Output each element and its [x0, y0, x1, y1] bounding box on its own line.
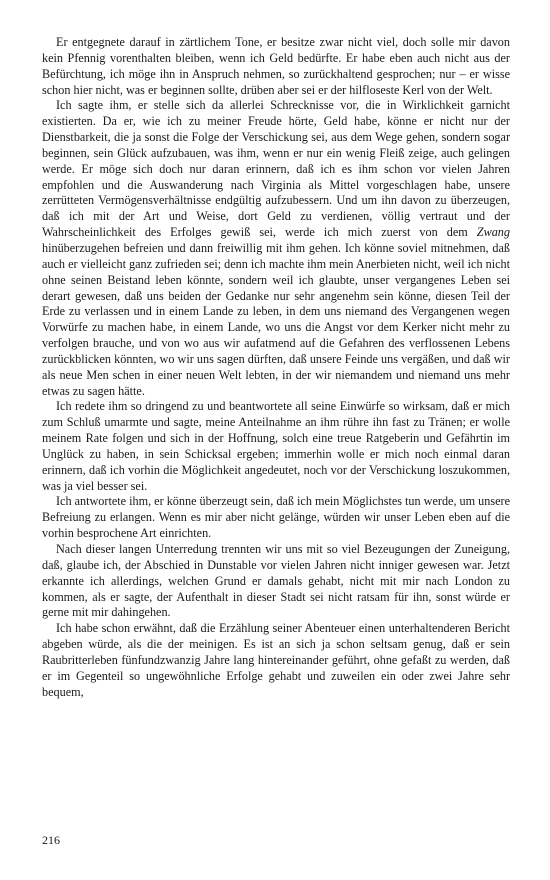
paragraph-1: Er entgegnete darauf in zärtlichem Tone, er besitze zwar nicht viel, doch solle mir davon kein Pfennig vorenthalten bleiben, wenn ich Geld bedürfte. Er habe eben auch nicht aus der Befürchtung, ich möge ihn in Anspruch nehmen, so zurückhaltend gesprochen; nur – er wisse schon hier nicht, was er beginnen sollte, drüben aber sei er der hilfloseste Kerl von der Welt.: [42, 35, 510, 97]
paragraph-2: [42, 98, 510, 399]
paragraph-5: Nach dieser langen Unterredung trennten wir uns mit so viel Bezeugungen der Zuneigung, daß, glaube ich, der Abschied in Dunstable vor vielen Jahren nicht inniger gewesen war. Jetzt erkannte ich allerdings, welchen Grund er damals gehabt, nicht mit mir nach London zu kommen, als er sagte, der Aufenthalt in dieser Stadt sei nicht ratsam für ihn, sonst würde er gerne mit mir dahingehen.: [42, 542, 510, 620]
page-body-text: [42, 35, 510, 700]
paragraph-2-part-2: hinüberzugehen befreien und dann freiwillig mit ihm gehen. Ich könne soviel mitnehmen, daß auch er vielleicht ganz zufrieden sei; denn ich machte ihm mein Anerbieten nicht, weil ich nicht ohne seinen Beistand leben könnte, sondern weil ich glaubte, unser vergangenes Leben sei derart gewesen, daß uns beiden der Gedanke nur sehr angenehm sein könne, diesen Teil der Erde zu verlassen und in einem Lande zu leben, in dem uns niemand des Vergangenen wegen Vorwürfe zu machen habe, in einem Lande, wo uns die Angst vor dem Kerker nicht mehr zu verfolgen brauche, und von wo aus wir aufatmend auf die Gefahren des verflossenen Lebens zurückblicken könnten, wo wir uns sagen dürften, daß unsere Feinde uns vergäßen, und daß wir als neue Men schen in einer neuen Welt lebten, in der wir niemandem und niemand uns mehr etwas zu sagen hätte.: [42, 240, 510, 398]
paragraph-6: Ich habe schon erwähnt, daß die Erzählung seiner Abenteuer einen unterhaltenderen Bericht abgeben würde, als die der meinigen. Es ist an sich ja schon seltsam genug, daß er sein Raubritterleben fünfundzwanzig Jahre lang hintereinander geführt, ohne gefaßt zu werden, daß er im Gegenteil so ungewöhnliche Erfolge gehabt und zuweilen ein oder zwei Jahre sehr bequem,: [42, 621, 510, 699]
page-number: 216: [42, 833, 60, 847]
paragraph-4: Ich antwortete ihm, er könne überzeugt sein, daß ich mein Möglichstes tun werde, um unsere Befreiung zu erlangen. Wenn es mir aber nicht gelänge, würden wir unser Leben eben auf die vorhin besprochene Art einrichten.: [42, 494, 510, 541]
paragraph-2-part-1: Ich sagte ihm, er stelle sich da allerlei Schrecknisse vor, die in Wirklichkeit garnicht existierten. Da er, wie ich zu meiner Freude hörte, Geld habe, könne er nicht nur der Dienstbarkeit, die ja sonst die Folge der Verschickung sei, aus dem Wege gehen, sondern sogar beginnen, sein Glück aufzubauen, was ihm, wenn er nur ein wenig Fleiß zeige, auch gelingen werde. Er möge sich doch nur daran erinnern, daß ich es ihm schon vor vielen Jahren empfohlen und die Auswanderung nach Virginia als Mittel vorgeschlagen habe, unsere zerrütteten Vermögensverhältnisse endgültig aufzubessern. Und um ihn davon zu überzeugen, daß ich mit der Art und Weise, dort Geld zu verdienen, völlig vertraut und der Wahrscheinlichkeit des Erfolges gewiß sei, werde ich mich zuerst von dem: [42, 98, 510, 240]
paragraph-3: Ich redete ihm so dringend zu und beantwortete all seine Einwürfe so wirksam, daß er mich zum Schluß umarmte und sagte, meine Anteilnahme an ihm rühre ihn fast zu Tränen; er wolle meinem Rate folgen und sich in der Hoffnung, solch eine treue Ratgeberin und Gefährtin im Unglück zu haben, in sein Schicksal ergeben; immerhin wolle er mich noch einmal daran erinnern, daß ich vorhin die Möglichkeit angedeutet, noch vor der Verschickung loszukommen, was ja viel besser sei.: [42, 399, 510, 493]
emphasis-zwang: Zwang: [476, 225, 510, 240]
